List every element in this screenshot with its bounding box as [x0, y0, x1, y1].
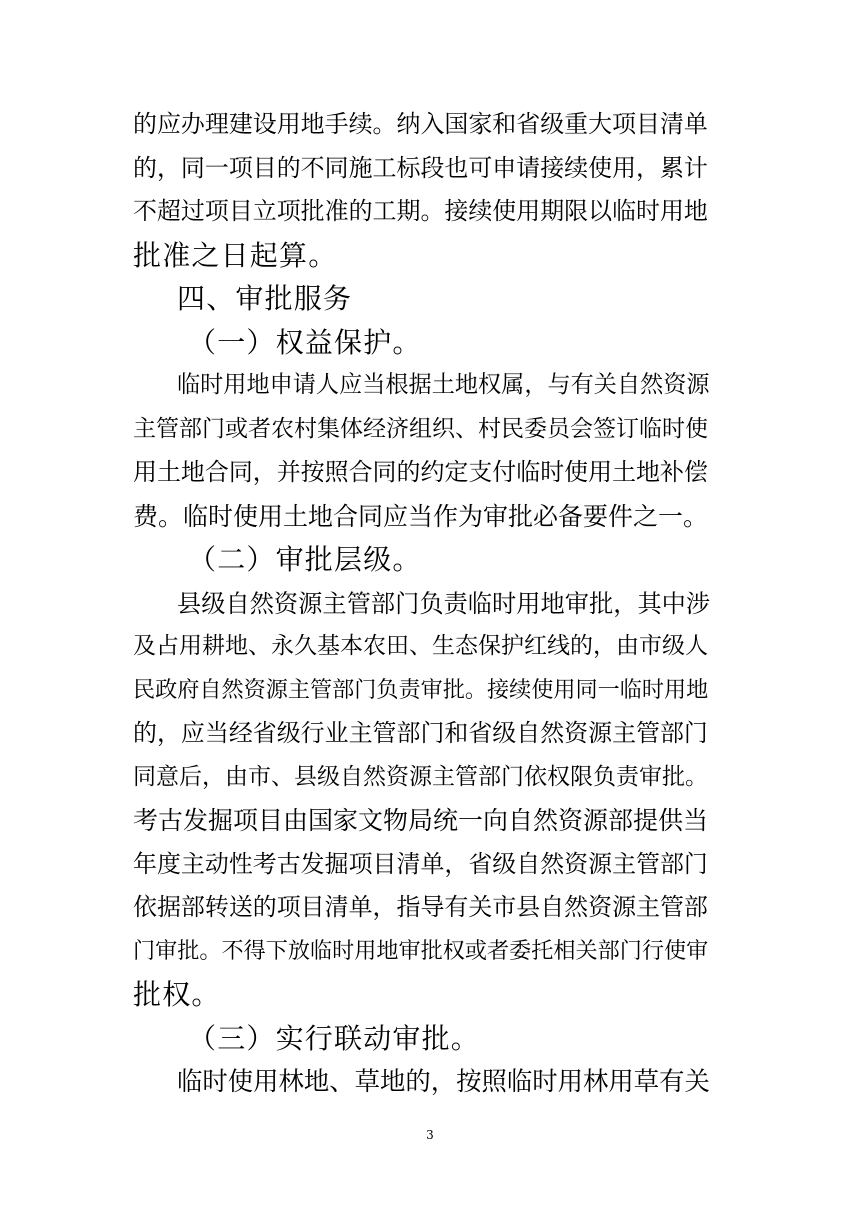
- paragraph-line: 年度主动性考古发掘项目清单，省级自然资源主管部门: [133, 849, 708, 878]
- paragraph-line: 费。临时使用土地合同应当作为审批必备要件之一。: [133, 501, 709, 531]
- paragraph-line: 临时用地申请人应当根据土地权属，与有关自然资源: [177, 372, 710, 398]
- paragraph-line: 用土地合同，并按照合同的约定支付临时使用土地补偿: [133, 458, 708, 486]
- paragraph-line: 的应办理建设用地手续。纳入国家和省级重大项目清单: [133, 110, 708, 138]
- paragraph-line: 的，同一项目的不同施工标段也可申请接续使用，累计: [133, 153, 708, 182]
- document-body: [133, 103, 733, 1104]
- paragraph-line: 的，应当经省级行业主管部门和省级自然资源主管部门: [133, 719, 708, 747]
- paragraph-line: 批权。: [133, 978, 221, 1011]
- paragraph-line: 主管部门或者农村集体经济组织、村民委员会签订临时使: [133, 415, 708, 442]
- subsection-heading: （一）权益保护。: [188, 325, 422, 359]
- page-number: 3: [426, 1128, 434, 1142]
- paragraph-line: 及占用耕地、永久基本农田、生态保护红线的，由市级人: [133, 633, 708, 659]
- paragraph-line: 依据部转送的项目清单，指导有关市县自然资源主管部: [133, 893, 708, 921]
- paragraph-line: 临时使用林地、草地的，按照临时用林用草有关: [177, 1066, 710, 1096]
- paragraph-line: 民政府自然资源主管部门负责审批。接续使用同一临时用地: [133, 676, 709, 703]
- subsection-heading: （二）审批层级。: [188, 543, 422, 576]
- paragraph-line: 考古发掘项目由国家文物局统一向自然资源部提供当: [133, 806, 709, 835]
- paragraph-line: 同意后，由市、县级自然资源主管部门依权限负责审批。: [133, 763, 708, 790]
- paragraph-line: 门审批。不得下放临时用地审批权或者委托相关部门行使审: [133, 937, 709, 964]
- paragraph-line: 不超过项目立项批准的工期。接续使用期限以临时用地: [133, 197, 708, 225]
- section-heading: 四、审批服务: [177, 282, 353, 315]
- paragraph-line: 县级自然资源主管部门负责临时用地审批，其中涉: [177, 588, 711, 618]
- subsection-heading: （三）实行联动审批。: [188, 1021, 481, 1055]
- paragraph-line: 批准之日起算。: [133, 238, 338, 272]
